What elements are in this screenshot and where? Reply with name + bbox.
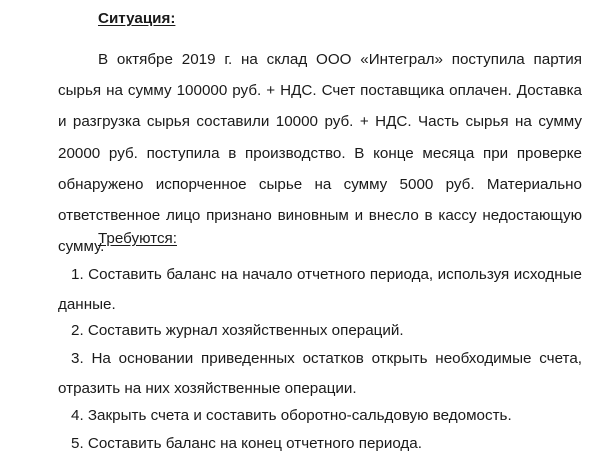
- task-item-3: 3. На основании приведенных остатков открыть необходимые счета, отразить на них хозяйственные операции.: [58, 350, 582, 397]
- situation-paragraph: В октябре 2019 г. на склад ООО «Интеграл» поступила партия сырья на сумму 100000 руб. + НДС. Счет поставщика оплачен. Доставка и разгрузка сырья составили 10000 руб. + НДС. Часть сырья на сумму 20000 руб. поступила в производство. В конце месяца при проверке обнаружено испорченное сырье на сумму 5000 руб. Материально ответственное лицо признано виновным и внесло в кассу недостающую сумму.: [58, 51, 582, 256]
- situation-heading: Ситуация:: [98, 10, 176, 27]
- task-item-1: 1. Составить баланс на начало отчетного периода, используя исходные данные.: [58, 266, 582, 313]
- task-item-5: 5. Составить баланс на конец отчетного периода.: [71, 435, 422, 452]
- task-item-4: 4. Закрыть счета и составить оборотно-сальдовую ведомость.: [71, 407, 512, 424]
- required-heading: Требуются:: [98, 230, 177, 247]
- task-item-2: 2. Составить журнал хозяйственных операций.: [71, 322, 404, 339]
